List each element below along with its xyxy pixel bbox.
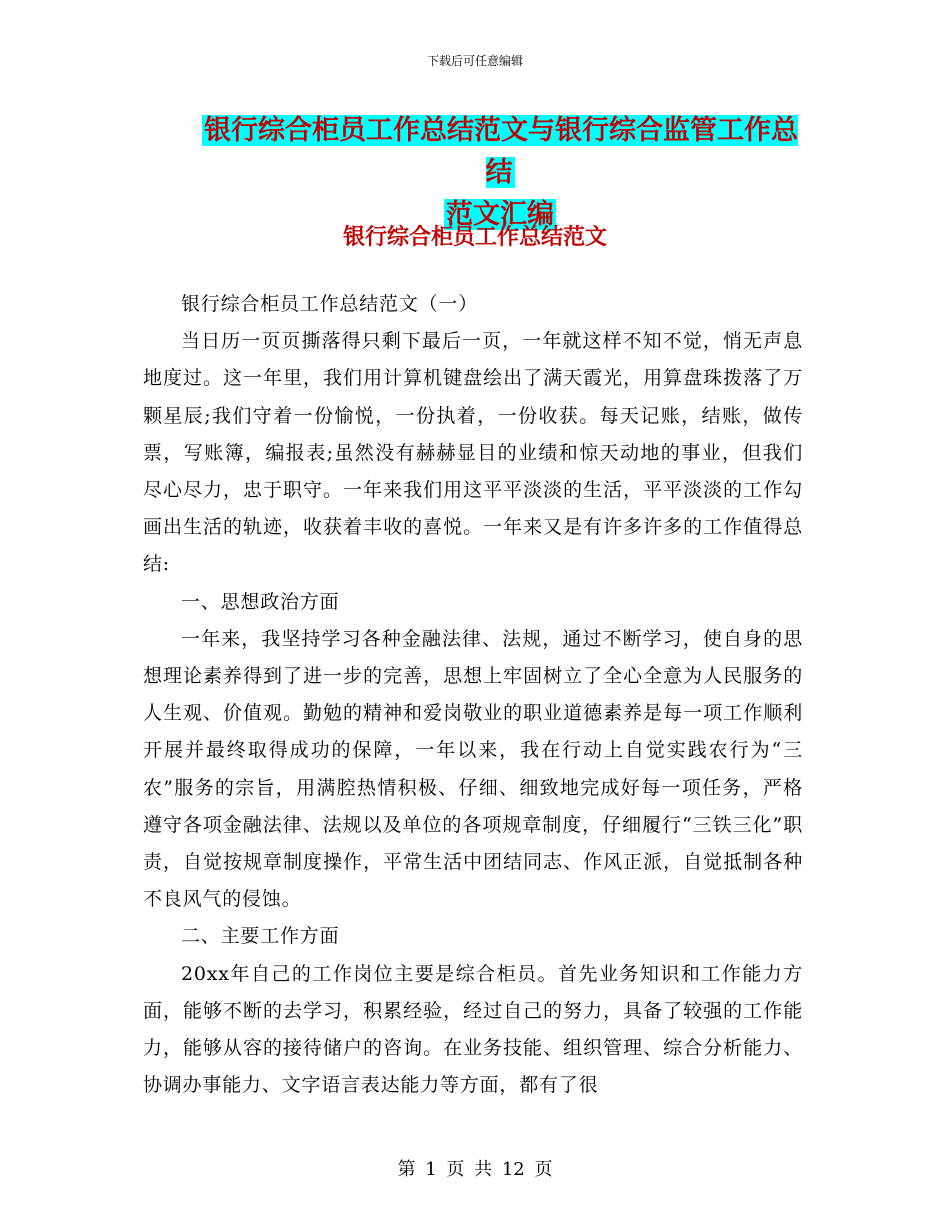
body-text <box>143 286 803 1104</box>
paragraph-heading-political: 一、思想政治方面 <box>181 590 340 613</box>
title-line-1: 银行综合柜员工作总结范文与银行综合监管工作总结 <box>204 115 798 188</box>
paragraph-political: 一年来，我坚持学习各种金融法律、法规，通过不断学习，使自身的思想理论素养得到了进一步的完善，思想上牢固树立了全心全意为人民服务的人生观、价值观。勤勉的精神和爱岗敬业的职业道德素养是每一项工作顺利开展并最终取得成功的保障，一年以来，我在行动上自觉实践农行为“三农”服务的宗旨，用满腔热情积极、仔细、细致地完成好每一项任务，严格遵守各项金融法律、法规以及单位的各项规章制度，仔细履行“三铁三化”职责，自觉按规章制度操作，平常生活中团结同志、作风正派，自觉抵制各种不良风气的侵蚀。 <box>143 627 803 911</box>
document-title <box>190 110 810 236</box>
paragraph-intro: 当日历一页页撕落得只剩下最后一页，一年就这样不知不觉，悄无声息地度过。这一年里，我们用计算机键盘绘出了满天霞光，用算盘珠拨落了万颗星辰;我们守着一份愉悦，一份执着，一份收获。每天记账，结账，做传票，写账簿，编报表;虽然没有赫赫显目的业绩和惊天动地的事业，但我们尽心尽力，忠于职守。一年来我们用这平平淡淡的生活，平平淡淡的工作勾画出生活的轨迹，收获着丰收的喜悦。一年来又是有许多许多的工作值得总结: <box>143 330 803 576</box>
page-footer: 第 1 页 共 12 页 <box>397 1159 553 1180</box>
paragraph-work: 20xx年自己的工作岗位主要是综合柜员。首先业务知识和工作能力方面，能够不断的去学习，积累经验，经过自己的努力，具备了较强的工作能力，能够从容的接待储户的咨询。在业务技能、组织管理、综合分析能力、协调办事能力、文字语言表达能力等方面，都有了很 <box>143 962 803 1097</box>
header-note: 下载后可任意编辑 <box>426 54 523 68</box>
paragraph-heading-work: 二、主要工作方面 <box>181 925 340 948</box>
title-line-2: 范文汇编 <box>446 199 554 230</box>
section-title: 银行综合柜员工作总结范文 <box>342 224 607 250</box>
paragraph-subheading: 银行综合柜员工作总结范文（一） <box>181 293 479 315</box>
